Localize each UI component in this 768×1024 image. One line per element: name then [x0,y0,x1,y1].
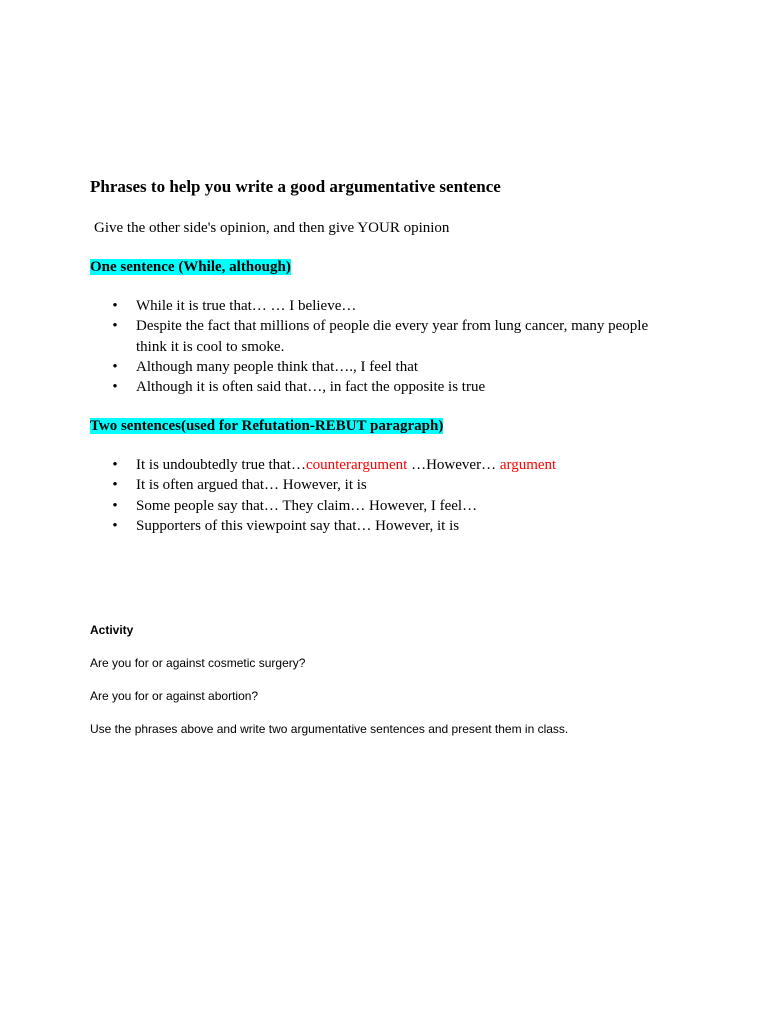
activity-instruction: Use the phrases above and write two argumentative sentences and present them in class. [90,722,569,736]
list-item [110,316,670,357]
bullet-icon: • [112,298,118,314]
argument-label: argument [499,457,557,473]
list-item [110,516,670,536]
counterargument-label: counterargument [305,457,408,473]
activity-question-1: Are you for or against cosmetic surgery? [90,656,306,670]
bullet-icon: • [112,358,118,375]
section-one-list [110,296,670,397]
list-item-text: Although many people think that…., I feel that [136,358,419,375]
section-two-heading [90,416,443,436]
section-two-heading-text: Two sentences(used for Refutation-REBUT paragraph) [90,418,444,434]
document-subtitle: Give the other side's opinion, and then give YOUR opinion [94,220,450,236]
list-item-text: It is often argued that… However, it is [136,477,367,494]
list-item [110,357,670,377]
list-item-text: While it is true that… … I believe… [136,298,357,314]
phrase-prefix: It is undoubtedly true that… [136,457,306,473]
bullet-icon: • [112,457,118,473]
section-one-heading [90,257,291,277]
list-item-text: Despite the fact that millions of people die every year from lung cancer, many people think it is cool to smoke. [136,318,649,355]
list-item-text: Supporters of this viewpoint say that… However, it is [136,517,460,534]
phrase-middle: …However… [407,457,500,473]
list-item-text [136,457,556,473]
bullet-icon: • [112,497,118,514]
bullet-icon: • [112,379,118,396]
list-item [110,296,670,316]
list-item-text: Although it is often said that…, in fact the opposite is true [136,379,486,396]
list-item [110,455,670,475]
list-item [110,377,670,397]
bullet-icon: • [112,477,118,494]
activity-heading: Activity [90,623,134,637]
section-one-heading-text: One sentence (While, although) [90,259,291,275]
activity-question-2: Are you for or against abortion? [90,689,259,703]
list-item-text: Some people say that… They claim… However, I feel… [136,497,478,514]
bullet-icon: • [112,318,118,335]
list-item [110,475,670,495]
section-two-list [110,455,670,536]
document-title: Phrases to help you write a good argumentative sentence [90,177,501,196]
list-item [110,496,670,516]
bullet-icon: • [112,517,118,534]
